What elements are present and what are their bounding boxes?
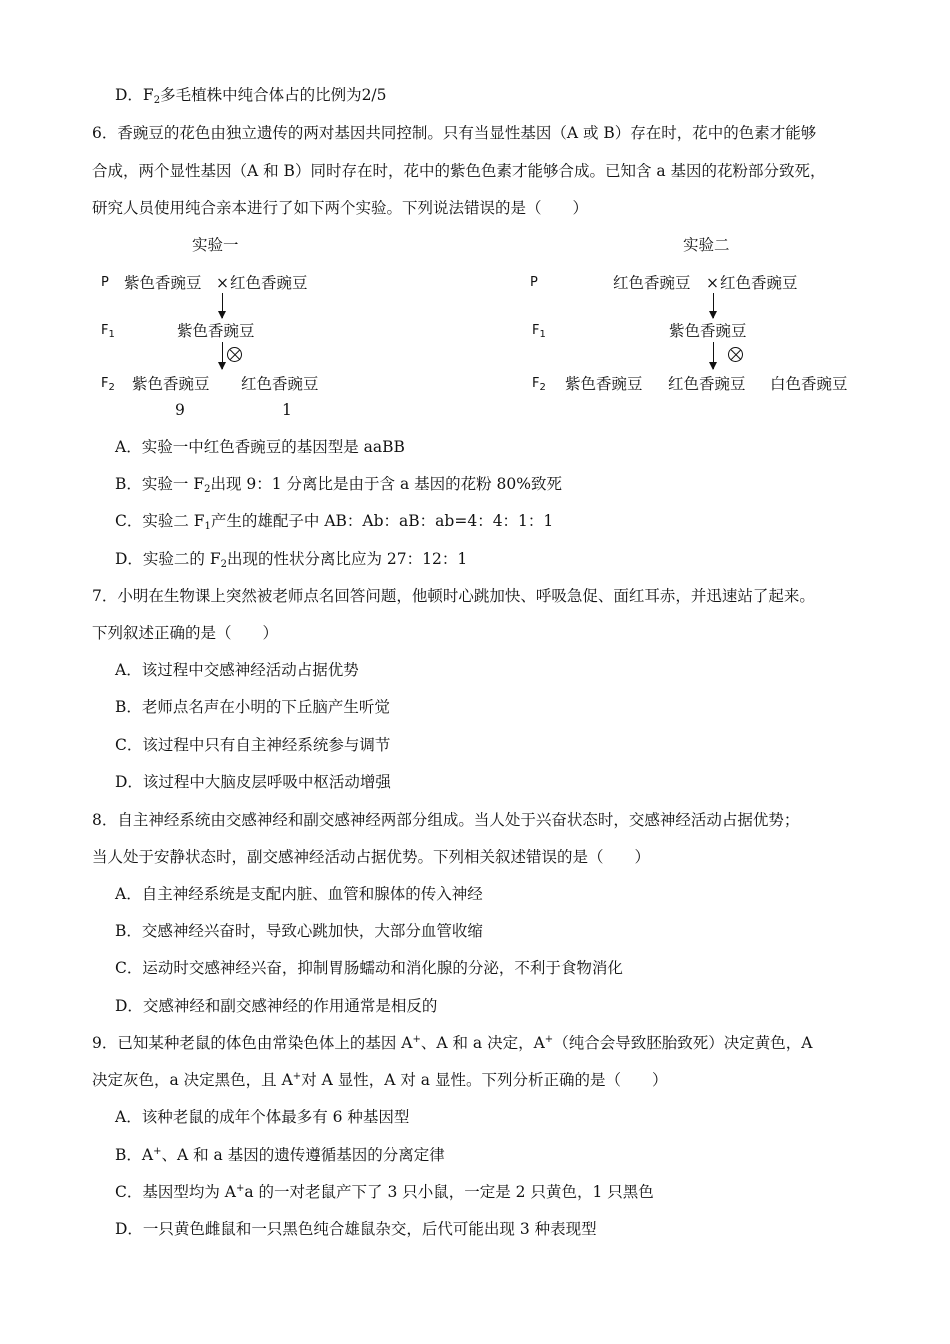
experiment1-f1-value: 紫色香豌豆 [177, 322, 255, 340]
experiment1-ratio-right: 1 [282, 401, 292, 419]
experiment1-title: 实验一 [192, 236, 239, 254]
q7-option-a: A．该过程中交感神经活动占据优势 [115, 661, 359, 679]
q8-option-d: D．交感神经和副交感神经的作用通常是相反的 [115, 997, 438, 1015]
experiment2-arrow-p-f1 [713, 293, 714, 318]
q8-stem-line2: 当人处于安静状态时，副交感神经活动占据优势。下列相关叙述错误的是（ ） [92, 848, 651, 866]
experiment1-cross-sign: × [216, 274, 229, 292]
experiment2-p-label: P [530, 275, 538, 290]
q7-option-c: C．该过程中只有自主神经系统参与调节 [115, 736, 391, 754]
experiment1-f2-right: 红色香豌豆 [241, 375, 319, 393]
q9-option-b: B．A+、A 和 a 基因的遗传遵循基因的分离定律 [115, 1146, 445, 1164]
q5-option-d [115, 84, 387, 106]
q8-stem-line1: 8．自主神经系统由交感神经和副交感神经两部分组成。当人处于兴奋状态时，交感神经活动占据优势； [92, 811, 800, 829]
q5-option-d-prefix: D．F [115, 86, 154, 104]
q6-option-b: B．实验一 $F_2$出现 9：1 分离比是由于含 a 基因的花粉 80%致死 [115, 475, 563, 495]
experiment2-p-right: 红色香豌豆 [720, 274, 798, 292]
experiment2-f2-label: $F_2$ [532, 376, 546, 393]
experiment2-f1-label: $F_1$ [532, 323, 546, 340]
q8-option-a: A．自主神经系统是支配内脏、血管和腺体的传入神经 [115, 885, 483, 903]
experiment1-p-right: 红色香豌豆 [230, 274, 308, 292]
experiment1-p-label: P [101, 275, 109, 290]
q6-option-c: C．实验二 $F_1$产生的雄配子中 AB：Ab：aB：ab=4：4：1：1 [115, 512, 554, 532]
q9-option-a: A．该种老鼠的成年个体最多有 6 种基因型 [115, 1108, 410, 1126]
experiment1-arrow-f1-f2 [222, 342, 223, 369]
q7-option-d: D．该过程中大脑皮层呼吸中枢活动增强 [115, 773, 391, 791]
q5-option-d-text: 多毛植株中纯合体占的比例为2/5 [160, 86, 387, 104]
selfing-symbol-icon [227, 347, 242, 362]
q9-stem-line2: 决定灰色，a 决定黑色，且 A+对 A 显性，A 对 a 显性。下列分析正确的是（ ） [92, 1071, 668, 1089]
q5-option-d-subscript: 2 [153, 95, 161, 106]
experiment1-p-left: 紫色香豌豆 [124, 274, 202, 292]
experiment2-f2-red: 红色香豌豆 [668, 375, 746, 393]
experiment2-cross-sign: × [706, 274, 719, 292]
experiment1-f2-label: $F_2$ [101, 376, 115, 393]
q7-stem-line1: 7．小明在生物课上突然被老师点名回答问题，他顿时心跳加快、呼吸急促、面红耳赤，并迅速站了起来。 [92, 587, 815, 605]
q8-option-c: C．运动时交感神经兴奋，抑制胃肠蠕动和消化腺的分泌，不利于食物消化 [115, 959, 623, 977]
q8-option-b: B．交感神经兴奋时，导致心跳加快，大部分血管收缩 [115, 922, 483, 940]
experiment2-arrow-f1-f2 [713, 342, 714, 369]
experiment1-ratio-left: 9 [175, 401, 185, 419]
q6-option-d: D．实验二的 $F_2$出现的性状分离比应为 27：12：1 [115, 550, 468, 570]
experiment1-f2-left: 紫色香豌豆 [132, 375, 210, 393]
q6-stem-line3: 研究人员使用纯合亲本进行了如下两个实验。下列说法错误的是（ ） [92, 199, 589, 217]
experiment2-f2-purple: 紫色香豌豆 [565, 375, 643, 393]
q6-option-a: A．实验一中红色香豌豆的基因型是 aaBB [115, 438, 405, 456]
q7-option-b: B．老师点名声在小明的下丘脑产生听觉 [115, 698, 390, 716]
experiment2-f1-value: 紫色香豌豆 [669, 322, 747, 340]
experiment2-p-left: 红色香豌豆 [613, 274, 691, 292]
q9-option-c: C．基因型均为 A+a 的一对老鼠产下了 3 只小鼠，一定是 2 只黄色，1 只黑色 [115, 1183, 654, 1201]
selfing-symbol-icon [728, 347, 743, 362]
q6-stem-line1: 6．香豌豆的花色由独立遗传的两对基因共同控制。只有当显性基因（A 或 B）存在时，花中的色素才能够 [92, 124, 817, 142]
experiment1-f1-label: $F_1$ [101, 323, 115, 340]
q9-option-d: D．一只黄色雌鼠和一只黑色纯合雄鼠杂交，后代可能出现 3 种表现型 [115, 1220, 597, 1238]
experiment1-arrow-p-f1 [222, 293, 223, 318]
q9-stem-line1: 9．已知某种老鼠的体色由常染色体上的基因 A+、A 和 a 决定，A+（纯合会导致胚胎致死）决定黄色，A [92, 1034, 813, 1052]
experiment2-title: 实验二 [683, 236, 730, 254]
q7-stem-line2: 下列叙述正确的是（ ） [92, 624, 279, 642]
experiment2-f2-white: 白色香豌豆 [770, 375, 848, 393]
q6-stem-line2: 合成，两个显性基因（A 和 B）同时存在时，花中的紫色色素才能够合成。已知含 a 基因的花粉部分致死， [92, 162, 826, 180]
